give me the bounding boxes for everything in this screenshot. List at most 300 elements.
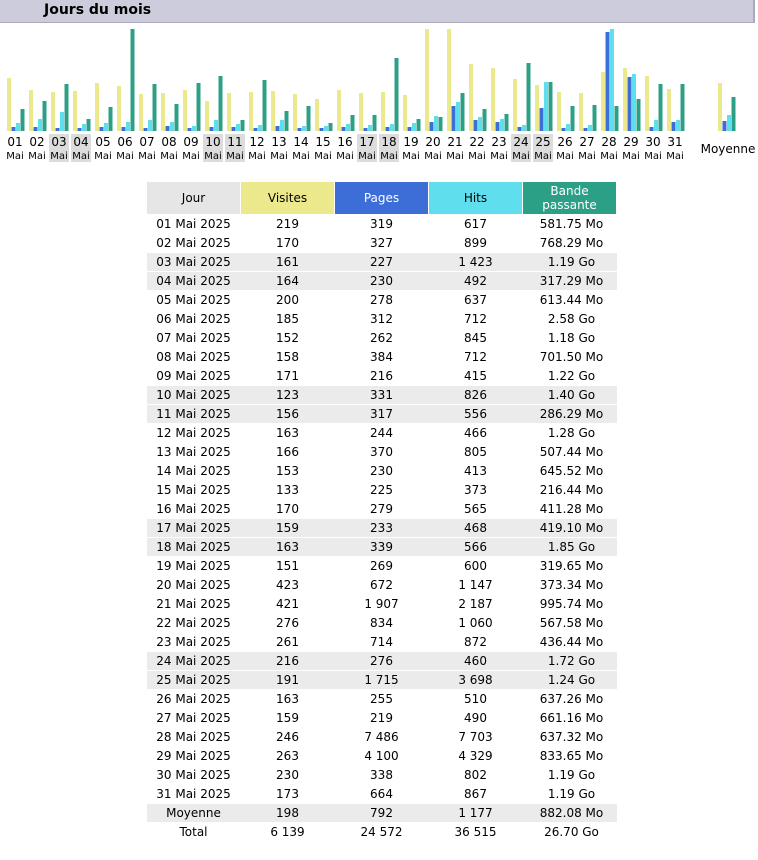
cell-jour: 02 Mai 2025 (147, 234, 241, 253)
bar-bande-06 (131, 29, 135, 131)
cell-bande: 1.72 Go (523, 652, 617, 671)
cell-pages: 278 (335, 291, 429, 310)
bar-hits-17 (368, 125, 372, 131)
table-row (147, 405, 617, 424)
cell-jour: 01 Mai 2025 (147, 215, 241, 234)
bar-pages-06 (122, 127, 126, 131)
cell-hits: 899 (429, 234, 523, 253)
x-tick-label: 04 (73, 135, 89, 149)
bar-visites-21 (447, 29, 451, 131)
bar-pages-13 (276, 126, 280, 131)
bar-hits-14 (302, 126, 306, 131)
x-tick-month: Mai (336, 151, 354, 162)
cell-jour: 18 Mai 2025 (147, 538, 241, 557)
bar-pages-19 (408, 127, 412, 131)
bar-bande-09 (197, 83, 201, 131)
cell-hits: 565 (429, 500, 523, 519)
cell-pages: 384 (335, 348, 429, 367)
cell-pages: 24 572 (335, 823, 429, 842)
bar-bande-24 (527, 63, 531, 131)
section-title: Jours du mois (44, 2, 152, 18)
x-tick-label: 12 (249, 135, 265, 149)
cell-visites: 158 (241, 348, 335, 367)
bar-hits-09 (192, 126, 196, 131)
bar-pages-21 (452, 106, 456, 131)
cell-pages: 225 (335, 481, 429, 500)
bar-bande-23 (505, 114, 509, 131)
cell-visites: 166 (241, 443, 335, 462)
x-tick-month: Mai (270, 151, 288, 162)
cell-visites: 170 (241, 500, 335, 519)
cell-hits: 1 147 (429, 576, 523, 595)
cell-jour: Moyenne (147, 804, 241, 823)
bar-bande-19 (417, 119, 421, 131)
x-tick-month: Mai (534, 151, 552, 162)
cell-bande: 567.58 Mo (523, 614, 617, 633)
x-tick-month: Mai (226, 151, 244, 162)
bar-visites-28 (601, 72, 605, 131)
cell-pages: 327 (335, 234, 429, 253)
cell-bande: 286.29 Mo (523, 405, 617, 424)
bar-hits-25 (544, 82, 548, 131)
x-tick-month: Mai (424, 151, 442, 162)
x-tick-label: 09 (183, 135, 199, 149)
x-tick-month: Mai (160, 151, 178, 162)
cell-hits: 7 703 (429, 728, 523, 747)
cell-hits: 826 (429, 386, 523, 405)
x-tick-month: Mai (402, 151, 420, 162)
bar-visites-06 (117, 86, 121, 131)
cell-bande: 1.24 Go (523, 671, 617, 690)
x-tick-label: 19 (403, 135, 419, 149)
cell-visites: 161 (241, 253, 335, 272)
cell-bande: 581.75 Mo (523, 215, 617, 234)
table-row (147, 424, 617, 443)
bar-pages-20 (430, 122, 434, 131)
bar-pages-12 (254, 128, 258, 131)
bar-pages-29 (628, 77, 632, 131)
cell-pages: 4 100 (335, 747, 429, 766)
bar-pages-26 (562, 128, 566, 131)
bar-visites-13 (271, 91, 275, 131)
x-tick-label: 30 (645, 135, 661, 149)
x-tick-label: 02 (29, 135, 45, 149)
x-tick-month: Mai (380, 151, 398, 162)
bar-visites-04 (73, 91, 77, 131)
bar-pages-07 (144, 128, 148, 131)
x-tick-month: Mai (622, 151, 640, 162)
cell-bande: 26.70 Go (523, 823, 617, 842)
bar-hits-22 (478, 117, 482, 131)
x-tick-month: Mai (50, 151, 68, 162)
x-tick-month: Mai (446, 151, 464, 162)
x-tick-label: 13 (271, 135, 287, 149)
x-tick-month: Mai (182, 151, 200, 162)
bar-pages-27 (584, 128, 588, 131)
cell-hits: 492 (429, 272, 523, 291)
cell-jour: 10 Mai 2025 (147, 386, 241, 405)
cell-hits: 637 (429, 291, 523, 310)
bar-pages-10 (210, 127, 214, 131)
table-row (147, 291, 617, 310)
x-tick-month: Mai (358, 151, 376, 162)
cell-pages: 276 (335, 652, 429, 671)
cell-visites: 164 (241, 272, 335, 291)
cell-bande: 613.44 Mo (523, 291, 617, 310)
cell-pages: 279 (335, 500, 429, 519)
cell-pages: 227 (335, 253, 429, 272)
cell-pages: 1 907 (335, 595, 429, 614)
bar-pages-16 (342, 127, 346, 131)
cell-jour: 19 Mai 2025 (147, 557, 241, 576)
table-row (147, 443, 617, 462)
cell-bande: 317.29 Mo (523, 272, 617, 291)
cell-pages: 338 (335, 766, 429, 785)
bar-pages-28 (606, 32, 610, 131)
bar-visites-10 (205, 101, 209, 131)
cell-hits: 867 (429, 785, 523, 804)
x-tick-label: 16 (337, 135, 353, 149)
cell-jour: 27 Mai 2025 (147, 709, 241, 728)
bar-visites-19 (403, 95, 407, 131)
cell-bande: 1.19 Go (523, 785, 617, 804)
cell-hits: 617 (429, 215, 523, 234)
cell-visites: 163 (241, 424, 335, 443)
bar-visites-03 (51, 92, 55, 131)
cell-pages: 331 (335, 386, 429, 405)
table-row (147, 538, 617, 557)
bar-hits-18 (390, 124, 394, 131)
cell-hits: 845 (429, 329, 523, 348)
bar-bande-22 (483, 109, 487, 131)
cell-bande: 436.44 Mo (523, 633, 617, 652)
bar-visites-12 (249, 92, 253, 131)
cell-visites: 200 (241, 291, 335, 310)
x-tick-month: Mai (666, 151, 684, 162)
col-header-visites: Visites (241, 182, 335, 215)
bar-bande-26 (571, 106, 575, 131)
bar-hits-moyenne (727, 115, 731, 131)
bar-hits-07 (148, 120, 152, 131)
cell-bande: 1.19 Go (523, 253, 617, 272)
cell-pages: 1 715 (335, 671, 429, 690)
bar-pages-24 (518, 127, 522, 131)
bar-bande-14 (307, 106, 311, 131)
bar-hits-24 (522, 125, 526, 131)
x-tick-label: 01 (7, 135, 23, 149)
x-tick-label: 28 (601, 135, 617, 149)
cell-visites: 163 (241, 690, 335, 709)
cell-visites: 246 (241, 728, 335, 747)
x-tick-label: 17 (359, 135, 375, 149)
x-tick-label: 06 (117, 135, 133, 149)
bar-bande-29 (637, 99, 641, 131)
bar-bande-20 (439, 117, 443, 131)
cell-jour: 23 Mai 2025 (147, 633, 241, 652)
x-tick-label: 23 (491, 135, 507, 149)
bar-hits-05 (104, 123, 108, 131)
cell-visites: 151 (241, 557, 335, 576)
cell-jour: 22 Mai 2025 (147, 614, 241, 633)
bar-bande-30 (659, 84, 663, 131)
bar-bande-12 (263, 80, 267, 131)
cell-bande: 411.28 Mo (523, 500, 617, 519)
bar-pages-25 (540, 108, 544, 131)
cell-visites: 230 (241, 766, 335, 785)
bar-hits-13 (280, 120, 284, 131)
x-tick-month: Mai (578, 151, 596, 162)
cell-hits: 566 (429, 538, 523, 557)
bar-visites-11 (227, 93, 231, 131)
x-tick-month: Mai (512, 151, 530, 162)
cell-bande: 507.44 Mo (523, 443, 617, 462)
cell-pages: 216 (335, 367, 429, 386)
cell-jour: 17 Mai 2025 (147, 519, 241, 538)
cell-jour: 13 Mai 2025 (147, 443, 241, 462)
bar-pages-11 (232, 127, 236, 131)
x-tick-label: 05 (95, 135, 111, 149)
bar-visites-16 (337, 90, 341, 131)
cell-hits: 1 060 (429, 614, 523, 633)
cell-pages: 319 (335, 215, 429, 234)
cell-hits: 805 (429, 443, 523, 462)
bar-bande-28 (615, 106, 619, 131)
cell-pages: 230 (335, 272, 429, 291)
cell-visites: 163 (241, 538, 335, 557)
cell-bande: 1.18 Go (523, 329, 617, 348)
bar-hits-20 (434, 116, 438, 131)
bar-visites-15 (315, 99, 319, 131)
bar-pages-01 (12, 127, 16, 131)
bar-hits-23 (500, 119, 504, 131)
cell-visites: 159 (241, 519, 335, 538)
cell-jour: 15 Mai 2025 (147, 481, 241, 500)
cell-jour: 28 Mai 2025 (147, 728, 241, 747)
x-tick-label: 07 (139, 135, 155, 149)
bar-bande-11 (241, 120, 245, 131)
bar-bande-15 (329, 123, 333, 131)
bar-visites-08 (161, 93, 165, 131)
bar-bande-31 (681, 84, 685, 131)
bar-hits-03 (60, 112, 64, 131)
cell-bande: 637.32 Mo (523, 728, 617, 747)
x-tick-label: 08 (161, 135, 177, 149)
cell-visites: 185 (241, 310, 335, 329)
x-tick-label: 15 (315, 135, 331, 149)
cell-bande: 1.19 Go (523, 766, 617, 785)
bar-pages-02 (34, 127, 38, 131)
bar-visites-29 (623, 68, 627, 131)
cell-hits: 413 (429, 462, 523, 481)
cell-hits: 373 (429, 481, 523, 500)
x-tick-month: Mai (314, 151, 332, 162)
table-row (147, 253, 617, 272)
bar-pages-18 (386, 127, 390, 131)
cell-visites: 216 (241, 652, 335, 671)
cell-pages: 664 (335, 785, 429, 804)
bar-visites-20 (425, 29, 429, 131)
x-tick-month: Mai (138, 151, 156, 162)
x-tick-label: 29 (623, 135, 639, 149)
col-header-bande: Bande passante (523, 182, 617, 215)
bar-hits-04 (82, 124, 86, 131)
table-row (147, 557, 617, 576)
bar-visites-30 (645, 76, 649, 131)
bar-visites-22 (469, 64, 473, 131)
cell-bande: 995.74 Mo (523, 595, 617, 614)
bar-visites-24 (513, 79, 517, 131)
bar-pages-23 (496, 122, 500, 131)
cell-visites: 6 139 (241, 823, 335, 842)
bar-visites-26 (557, 92, 561, 131)
cell-pages: 262 (335, 329, 429, 348)
bar-hits-21 (456, 102, 460, 131)
cell-pages: 269 (335, 557, 429, 576)
table-row (147, 595, 617, 614)
table-row (147, 348, 617, 367)
cell-jour: 30 Mai 2025 (147, 766, 241, 785)
bar-hits-06 (126, 122, 130, 131)
cell-visites: 198 (241, 804, 335, 823)
table-row (147, 215, 617, 234)
cell-hits: 1 177 (429, 804, 523, 823)
bar-hits-19 (412, 123, 416, 131)
x-tick-month: Mai (94, 151, 112, 162)
cell-bande: 1.28 Go (523, 424, 617, 443)
bar-visites-01 (7, 78, 11, 131)
cell-visites: 133 (241, 481, 335, 500)
bar-hits-31 (676, 120, 680, 131)
bar-pages-03 (56, 128, 60, 131)
cell-pages: 219 (335, 709, 429, 728)
cell-pages: 244 (335, 424, 429, 443)
col-header-jour: Jour (147, 182, 241, 215)
table-row (147, 747, 617, 766)
table-row (147, 329, 617, 348)
cell-hits: 415 (429, 367, 523, 386)
cell-hits: 1 423 (429, 253, 523, 272)
cell-visites: 171 (241, 367, 335, 386)
cell-visites: 156 (241, 405, 335, 424)
bar-pages-05 (100, 127, 104, 131)
cell-jour: 04 Mai 2025 (147, 272, 241, 291)
cell-pages: 7 486 (335, 728, 429, 747)
table-row (147, 690, 617, 709)
bar-visites-14 (293, 94, 297, 131)
bar-visites-31 (667, 89, 671, 131)
bar-bande-04 (87, 119, 91, 131)
cell-bande: 701.50 Mo (523, 348, 617, 367)
bar-pages-30 (650, 127, 654, 131)
table-row (147, 234, 617, 253)
cell-jour: 05 Mai 2025 (147, 291, 241, 310)
cell-bande: 645.52 Mo (523, 462, 617, 481)
cell-hits: 490 (429, 709, 523, 728)
cell-hits: 460 (429, 652, 523, 671)
bar-hits-10 (214, 120, 218, 131)
x-tick-label: 03 (51, 135, 67, 149)
cell-visites: 261 (241, 633, 335, 652)
bar-bande-21 (461, 93, 465, 131)
cell-visites: 421 (241, 595, 335, 614)
bar-bande-02 (43, 101, 47, 131)
cell-pages: 834 (335, 614, 429, 633)
x-tick-month: Mai (116, 151, 134, 162)
table-row (147, 386, 617, 405)
cell-pages: 370 (335, 443, 429, 462)
x-tick-month: Mai (468, 151, 486, 162)
cell-jour: 03 Mai 2025 (147, 253, 241, 272)
cell-hits: 2 187 (429, 595, 523, 614)
cell-visites: 191 (241, 671, 335, 690)
cell-bande: 882.08 Mo (523, 804, 617, 823)
bar-hits-01 (16, 123, 20, 131)
cell-pages: 230 (335, 462, 429, 481)
cell-pages: 317 (335, 405, 429, 424)
cell-hits: 3 698 (429, 671, 523, 690)
x-tick-label: 21 (447, 135, 463, 149)
cell-jour: 16 Mai 2025 (147, 500, 241, 519)
cell-visites: 173 (241, 785, 335, 804)
bar-hits-12 (258, 125, 262, 131)
bar-pages-31 (672, 122, 676, 131)
cell-jour: 20 Mai 2025 (147, 576, 241, 595)
cell-jour: 31 Mai 2025 (147, 785, 241, 804)
cell-visites: 170 (241, 234, 335, 253)
table-row (147, 310, 617, 329)
table-row (147, 481, 617, 500)
cell-pages: 312 (335, 310, 429, 329)
bar-visites-02 (29, 90, 33, 131)
x-tick-month: Mai (6, 151, 24, 162)
cell-hits: 556 (429, 405, 523, 424)
x-tick-label: 20 (425, 135, 441, 149)
bar-visites-23 (491, 68, 495, 131)
bar-hits-28 (610, 29, 614, 131)
cell-hits: 466 (429, 424, 523, 443)
cell-bande: 661.16 Mo (523, 709, 617, 728)
cell-hits: 36 515 (429, 823, 523, 842)
bar-hits-11 (236, 124, 240, 131)
x-tick-label: 26 (557, 135, 573, 149)
cell-pages: 714 (335, 633, 429, 652)
cell-bande: 2.58 Go (523, 310, 617, 329)
cell-bande: 833.65 Mo (523, 747, 617, 766)
cell-jour: 12 Mai 2025 (147, 424, 241, 443)
cell-jour: 25 Mai 2025 (147, 671, 241, 690)
table-row (147, 576, 617, 595)
bar-bande-27 (593, 105, 597, 131)
cell-hits: 712 (429, 310, 523, 329)
bar-bande-moyenne (732, 97, 736, 131)
table-row (147, 614, 617, 633)
cell-bande: 216.44 Mo (523, 481, 617, 500)
cell-visites: 159 (241, 709, 335, 728)
cell-visites: 423 (241, 576, 335, 595)
x-tick-label: 27 (579, 135, 595, 149)
table-row (147, 652, 617, 671)
x-tick-month: Mai (644, 151, 662, 162)
bar-hits-15 (324, 126, 328, 131)
cell-pages: 672 (335, 576, 429, 595)
bar-hits-29 (632, 74, 636, 131)
table-row (147, 766, 617, 785)
cell-visites: 153 (241, 462, 335, 481)
bar-bande-18 (395, 58, 399, 131)
cell-pages: 339 (335, 538, 429, 557)
average-label: Moyenne (700, 142, 756, 156)
cell-hits: 600 (429, 557, 523, 576)
